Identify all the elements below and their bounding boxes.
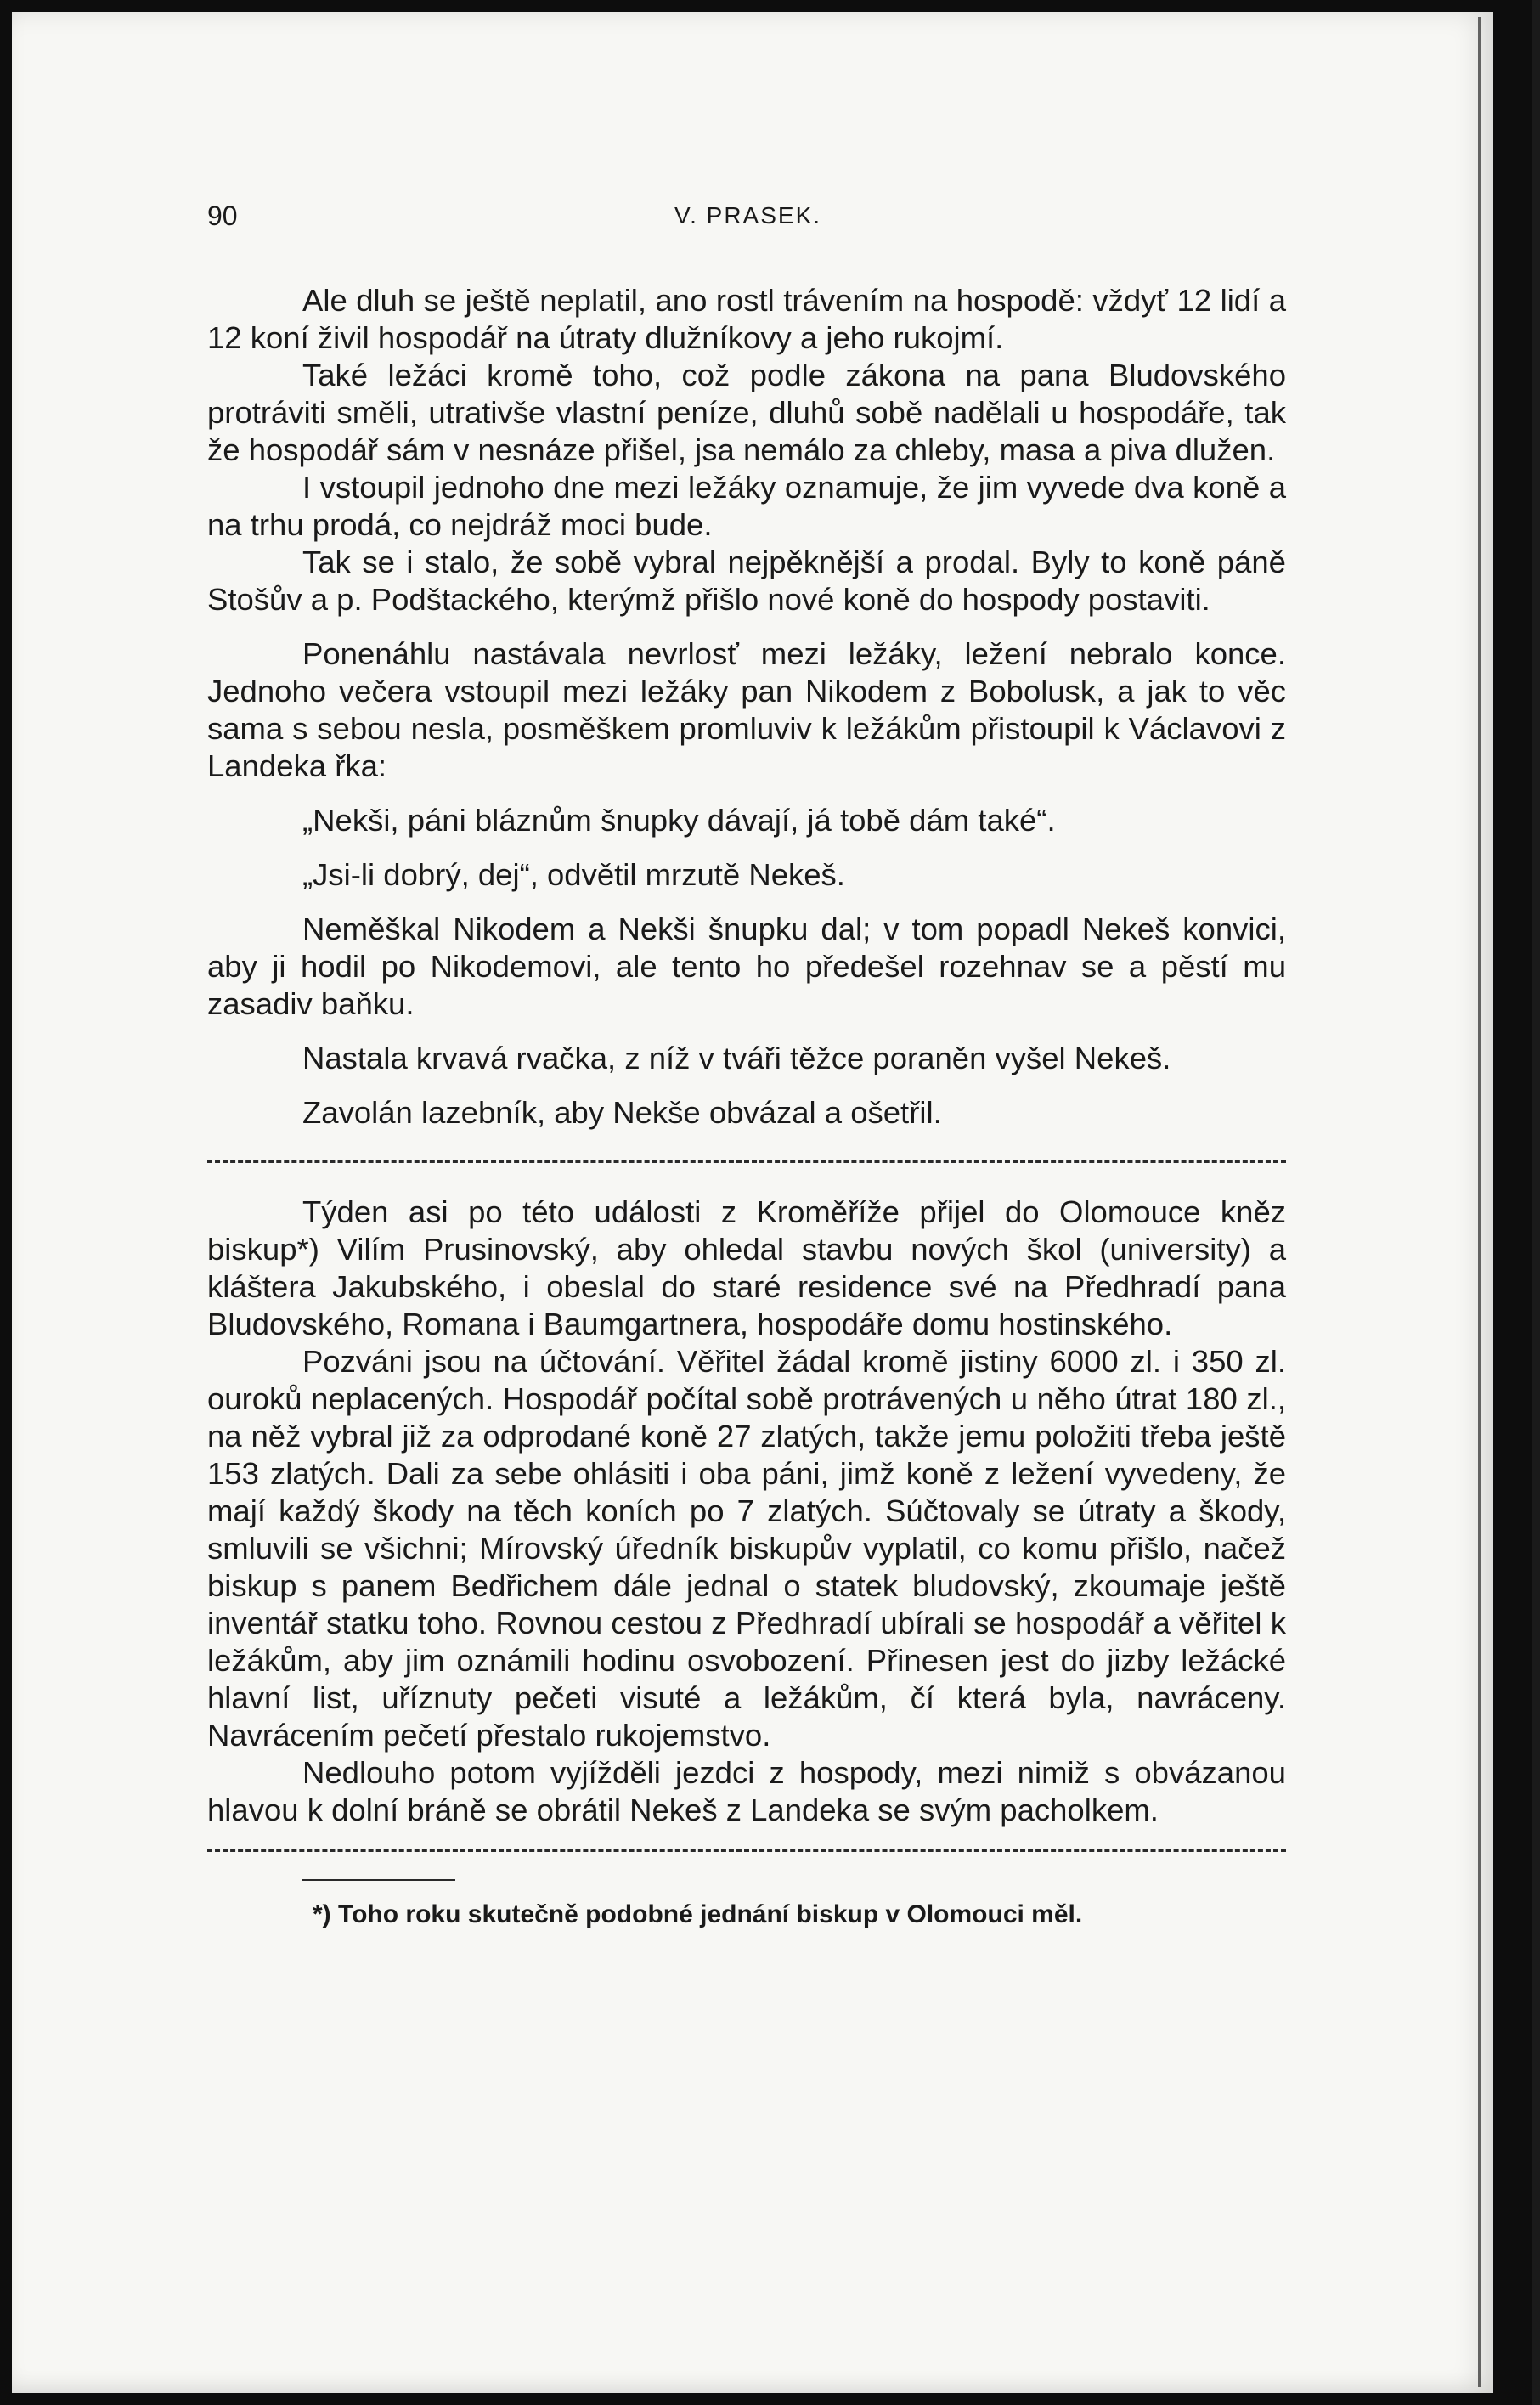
paragraph: Zavolán lazebník, aby Nekše obvázal a ošetřil. [302, 1095, 942, 1130]
paragraph: Také ležáci kromě toho, což podle zákona na pana Bludovského protráviti směli, utrativše vlastní peníze, dluhů sobě nadělali u hospodáře, tak že hospodář sám v nesnáze přišel, jsa nemálo za chleby, masa a piva dlužen. [207, 358, 1286, 467]
body-text [207, 282, 1286, 1932]
page-number: 90 [207, 200, 238, 231]
paragraph: Týden asi po této události z Kroměříže přijel do Olomouce kněz biskup*) Vilím Prusinovský, aby ohledal stavbu nových škol (university) a kláštera Jakubského, i obeslal do staré residence své na Předhradí pana Bludovského, Romana i Baumgartnera, hospodáře domu hostinského. [207, 1194, 1286, 1341]
footnote-rule [302, 1879, 455, 1881]
section-break-dashes [207, 1160, 1286, 1166]
dialogue-line: „Nekši, páni bláznům šnupky dávají, já tobě dám také“. [302, 803, 1056, 838]
scan-right-edge [1532, 0, 1540, 2405]
paragraph: Ponenáhlu nastávala nevrlosť mezi ležáky, ležení nebralo konce. Jednoho večera vstoupil mezi ležáky pan Nikodem z Bobolusk, a jak to věc sama s sebou nesla, posměškem promluviv k ležákům přistoupil k Václavovi z Landeka řka: [207, 636, 1286, 783]
footnote: *) Toho roku skutečně podobné jednání biskup v Olomouci měl. [313, 1900, 1083, 1928]
paragraph: Nedlouho potom vyjížděli jezdci z hospody, mezi nimiž s obvázanou hlavou k dolní bráně se obrátil Nekeš z Landeka se svým pacholkem. [207, 1755, 1286, 1827]
paragraph: Neměškal Nikodem a Nekši šnupku dal; v tom popadl Nekeš konvici, aby ji hodil po Nikodemovi, ale tento ho předešel rozehnav se a pěstí mu zasadiv baňku. [207, 912, 1286, 1021]
paragraph: I vstoupil jednoho dne mezi ležáky oznamuje, že jim vyvede dva koně a na trhu prodá, co nejdráž moci bude. [207, 470, 1286, 542]
page-header [207, 200, 1286, 241]
paragraph: Nastala krvavá rvačka, z níž v tváři těžce poraněn vyšel Nekeš. [302, 1041, 1171, 1075]
running-head: V. PRASEK. [674, 202, 822, 229]
text-block [207, 200, 1286, 1932]
paragraph: Tak se i stalo, že sobě vybral nejpěknější a prodal. Byly to koně páně Stošův a p. Podštackého, kterýmž přišlo nové koně do hospody postaviti. [207, 545, 1286, 617]
dialogue-line: „Jsi-li dobrý, dej“, odvětil mrzutě Nekeš. [302, 857, 845, 892]
paragraph: Pozváni jsou na účtování. Věřitel žádal kromě jistiny 6000 zl. i 350 zl. ouroků neplacených. Hospodář počítal sobě protrávených u něho útrat 180 zl., na něž vybral již za odprodané koně 27 zlatých, takže jemu položiti třeba ještě 153 zlatých. Dali za sebe ohlásiti i oba páni, jimž koně z ležení vyvedeny, že mají každý škody na těch koních po 7 zlatých. Súčtovaly se útraty a škody, smluvili se všichni; Mírovský úředník biskupův vyplatil, co komu přišlo, načež biskup s panem Bedřichem dále jednal o statek bludovský, zkoumaje ještě inventář statku toho. Rovnou cestou z Předhradí ubírali se hospodář a věřitel k ležákům, aby jim oznámili hodinu osvobození. Přinesen jest do jizby ležácké hlavní list, uříznuty pečeti visuté a ležákům, čí která byla, navráceny. Navrácením pečetí přestalo rukojemstvo. [207, 1344, 1286, 1753]
section-break-dashes [207, 1849, 1286, 1855]
page-fold-shadow [1478, 17, 1481, 2387]
paragraph: Ale dluh se ještě neplatil, ano rostl trávením na hospodě: vždyť 12 lidí a 12 koní živil hospodář na útraty dlužníkovy a jeho rukojmí. [207, 283, 1286, 355]
